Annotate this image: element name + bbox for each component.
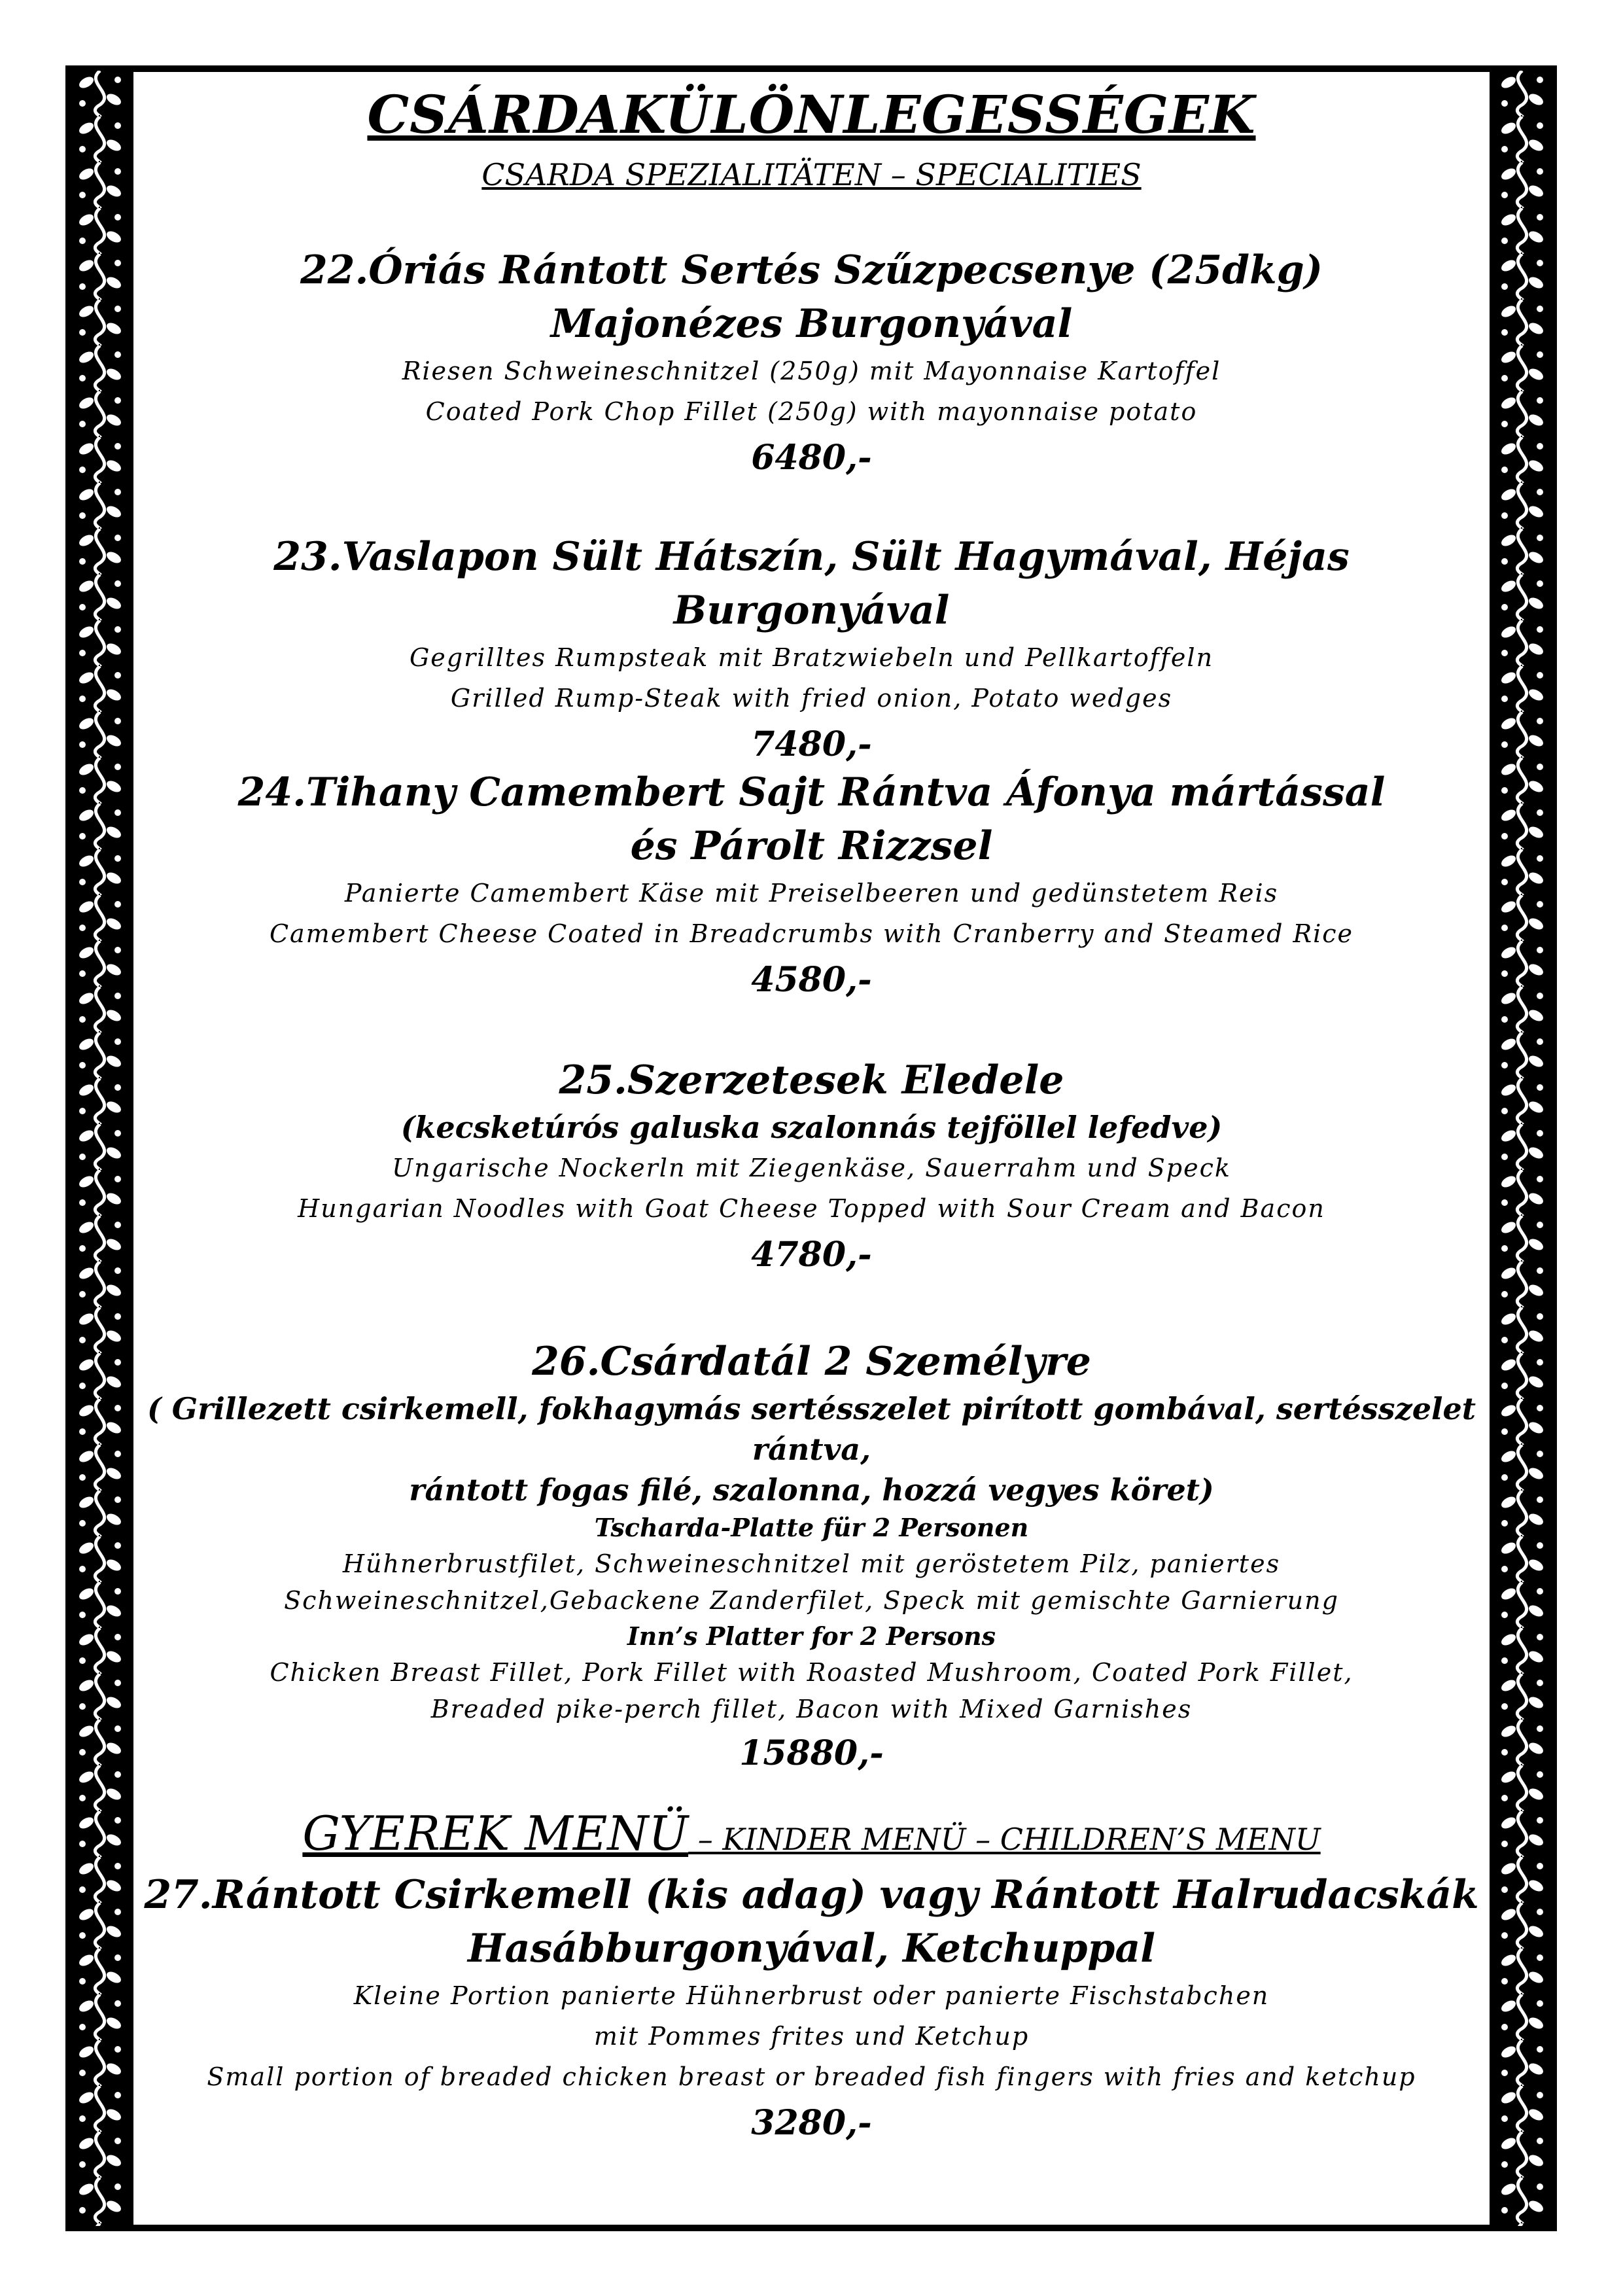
ornament-border-left bbox=[72, 71, 128, 2226]
kids-section-heading bbox=[133, 1806, 1490, 1861]
dish-description-en: Small portion of breaded chicken breast or breaded fish fingers with fries and ketchup bbox=[207, 2062, 1416, 2091]
dish-heading: Majonézes Burgonyával bbox=[550, 301, 1073, 347]
dish-27 bbox=[133, 1868, 1490, 2149]
dish-price: 15880,- bbox=[739, 1733, 884, 1773]
vine-ornament-icon bbox=[1494, 71, 1550, 2226]
dish-description-de: Kleine Portion panierte Hühnerbrust oder panierte Fischstabchen bbox=[353, 1981, 1270, 2010]
dish-22 bbox=[133, 243, 1490, 484]
dish-note: rántott fogas filé, szalonna, hozzá vegyes köret) bbox=[409, 1472, 1214, 1508]
dish-heading: 24.Tihany Camembert Sajt Rántva Áfonya mártással bbox=[237, 769, 1386, 815]
vine-ornament-icon bbox=[72, 71, 128, 2226]
dish-price: 3280,- bbox=[751, 2103, 872, 2143]
dish-title-de: Tscharda-Platte für 2 Personen bbox=[594, 1513, 1029, 1542]
menu-page bbox=[133, 72, 1490, 2225]
dish-price: 7480,- bbox=[751, 724, 872, 764]
dish-heading: Hasábburgonyával, Ketchuppal bbox=[467, 1926, 1156, 1971]
dish-description-en: Hungarian Noodles with Goat Cheese Topped with Sour Cream and Bacon bbox=[298, 1194, 1325, 1223]
dish-heading: 22.Óriás Rántott Sertés Szűzpecsenye (25dkg) bbox=[300, 247, 1323, 293]
dish-description-de: Schweineschnitzel,Gebackene Zanderfilet, Speck mit gemischte Garnierung bbox=[284, 1586, 1339, 1615]
dish-description-en: Coated Pork Chop Fillet (250g) with mayonnaise potato bbox=[425, 397, 1198, 426]
dish-heading: 25.Szerzetesek Eledele bbox=[559, 1057, 1064, 1103]
page-title: CSÁRDAKÜLÖNLEGESSÉGEK bbox=[367, 84, 1256, 145]
dish-26 bbox=[133, 1335, 1490, 1780]
dish-note: ( Grillezett csirkemell, fokhagymás sertésszelet pirított gombával, sertésszelet rántva, bbox=[147, 1391, 1476, 1467]
dish-description-en: Breaded pike-perch fillet, Bacon with Mixed Garnishes bbox=[430, 1695, 1193, 1723]
dish-description-de: mit Pommes frites und Ketchup bbox=[593, 2022, 1030, 2051]
dish-24 bbox=[133, 766, 1490, 1006]
dish-description-en: Chicken Breast Fillet, Pork Fillet with Roasted Mushroom, Coated Pork Fillet, bbox=[270, 1658, 1353, 1687]
dish-description-de: Gegrilltes Rumpsteak mit Bratzwiebeln und Pellkartoffeln bbox=[409, 643, 1214, 672]
dish-description-en: Camembert Cheese Coated in Breadcrumbs with Cranberry and Steamed Rice bbox=[269, 919, 1354, 948]
dish-note: (kecsketúrós galuska szalonnás tejföllel lefedve) bbox=[400, 1110, 1223, 1145]
dish-heading: és Párolt Rizzsel bbox=[630, 823, 993, 869]
ornament-border-right bbox=[1494, 71, 1550, 2226]
dish-title-en: Inn’s Platter for 2 Persons bbox=[627, 1621, 996, 1651]
dish-heading: 26.Csárdatál 2 Személyre bbox=[532, 1339, 1091, 1385]
dish-price: 4780,- bbox=[751, 1235, 872, 1275]
page-subtitle: CSARDA SPEZIALITÄTEN – SPECIALITIES bbox=[481, 157, 1142, 192]
dish-price: 6480,- bbox=[751, 438, 872, 478]
dish-25 bbox=[133, 1053, 1490, 1281]
kids-section-subtitle: – KINDER MENÜ – CHILDREN’S MENU bbox=[688, 1822, 1321, 1857]
dish-description-de: Ungarische Nockerln mit Ziegenkäse, Sauerrahm und Speck bbox=[392, 1154, 1231, 1182]
dish-heading: 23.Vaslapon Sült Hátszín, Sült Hagymával, Héjas Burgonyával bbox=[273, 534, 1350, 633]
dish-heading: 27.Rántott Csirkemell (kis adag) vagy Rántott Halrudacskák bbox=[144, 1872, 1479, 1918]
dish-23 bbox=[133, 530, 1490, 771]
dish-description-de: Hühnerbrustfilet, Schweineschnitzel mit geröstetem Pilz, paniertes bbox=[342, 1549, 1281, 1578]
dish-description-en: Grilled Rump-Steak with fried onion, Potato wedges bbox=[450, 684, 1173, 713]
dish-price: 4580,- bbox=[751, 960, 872, 1000]
dish-description-de: Panierte Camembert Käse mit Preiselbeeren und gedünstetem Reis bbox=[344, 879, 1279, 908]
kids-section-title: GYEREK MENÜ bbox=[302, 1806, 689, 1861]
dish-description-de: Riesen Schweineschnitzel (250g) mit Mayonnaise Kartoffel bbox=[402, 357, 1221, 385]
